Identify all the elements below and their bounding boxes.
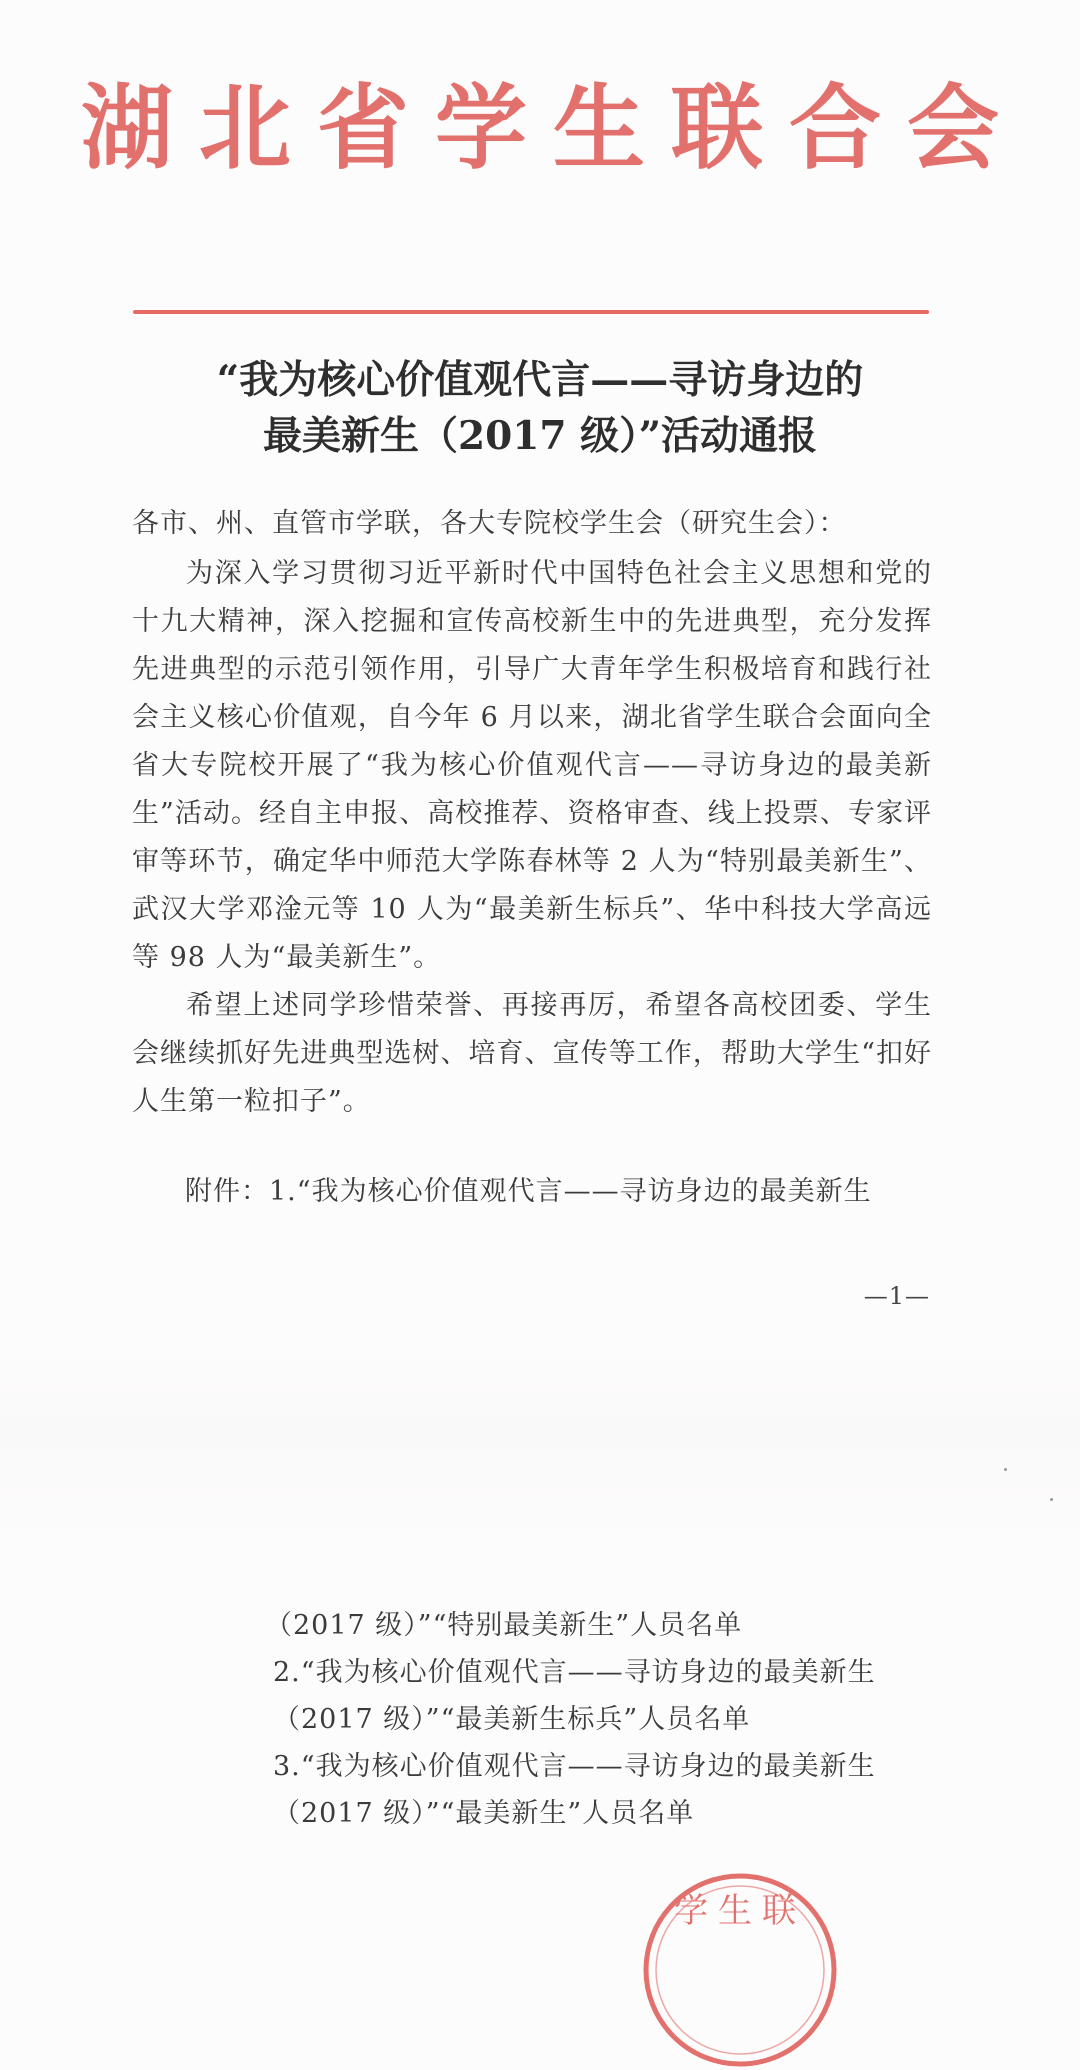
attachment-2: 2.“我为核心价值观代言——寻访身边的最美新生: [273, 1657, 876, 1688]
paragraph-2: 希望上述同学珍惜荣誉、再接再厉，希望各高校团委、学生会继续抓好先进典型选树、培育、宣传等工作，帮助大学生“扣好人生第一粒扣子”。: [132, 990, 932, 1117]
attachment-list: [265, 1602, 965, 1837]
letterhead-title: 湖北省学生联合会: [80, 75, 1025, 182]
letterhead-red-rule: [133, 310, 929, 314]
attachment-2-continued: （2017 级）”“最美新生标兵”人员名单: [273, 1704, 751, 1735]
page-break-gap: [0, 1345, 1080, 1555]
attachment-3: 3.“我为核心价值观代言——寻访身边的最美新生: [273, 1751, 876, 1782]
attachment-intro: 附件：1.“我为核心价值观代言——寻访身边的最美新生: [185, 1176, 872, 1207]
page-number: —1—: [863, 1282, 930, 1310]
seal-text: 学生联: [674, 1891, 806, 1931]
paragraph-1: 为深入学习贯彻习近平新时代中国特色社会主义思想和党的十九大精神，深入挖掘和宣传高校新生中的先进典型，充分发挥先进典型的示范引领作用，引导广大青年学生积极培育和践行社会主义核心价值观，自今年 6 月以来，湖北省学生联合会面向全省大专院校开展了“我为核心价值观代言——寻访身边的最美新生”活动。经自主申报、高校推荐、资格审查、线上投票、专家评审等环节，确定华中师范大学陈春林等 2 人为“特别最美新生”、武汉大学邓淦元等 10 人为“最美新生标兵”、华中科技大学高远等 98 人为“最美新生”。: [132, 558, 932, 973]
scan-speck: [1004, 1468, 1007, 1471]
attachment-1-continued: （2017 级）”“特别最美新生”人员名单: [265, 1610, 743, 1641]
attachment-3-continued: （2017 级）”“最美新生”人员名单: [273, 1798, 695, 1829]
salutation: 各市、州、直管市学联，各大专院校学生会（研究生会）：: [132, 508, 847, 539]
scan-speck: [1050, 1498, 1053, 1501]
official-seal: [640, 1870, 840, 2070]
document-title-line-1: “我为核心价值观代言——寻访身边的: [216, 357, 864, 403]
document-title-line-2: 最美新生（2017 级）”活动通报: [262, 413, 818, 459]
document-title: [120, 352, 960, 464]
document-body: [132, 500, 932, 1126]
